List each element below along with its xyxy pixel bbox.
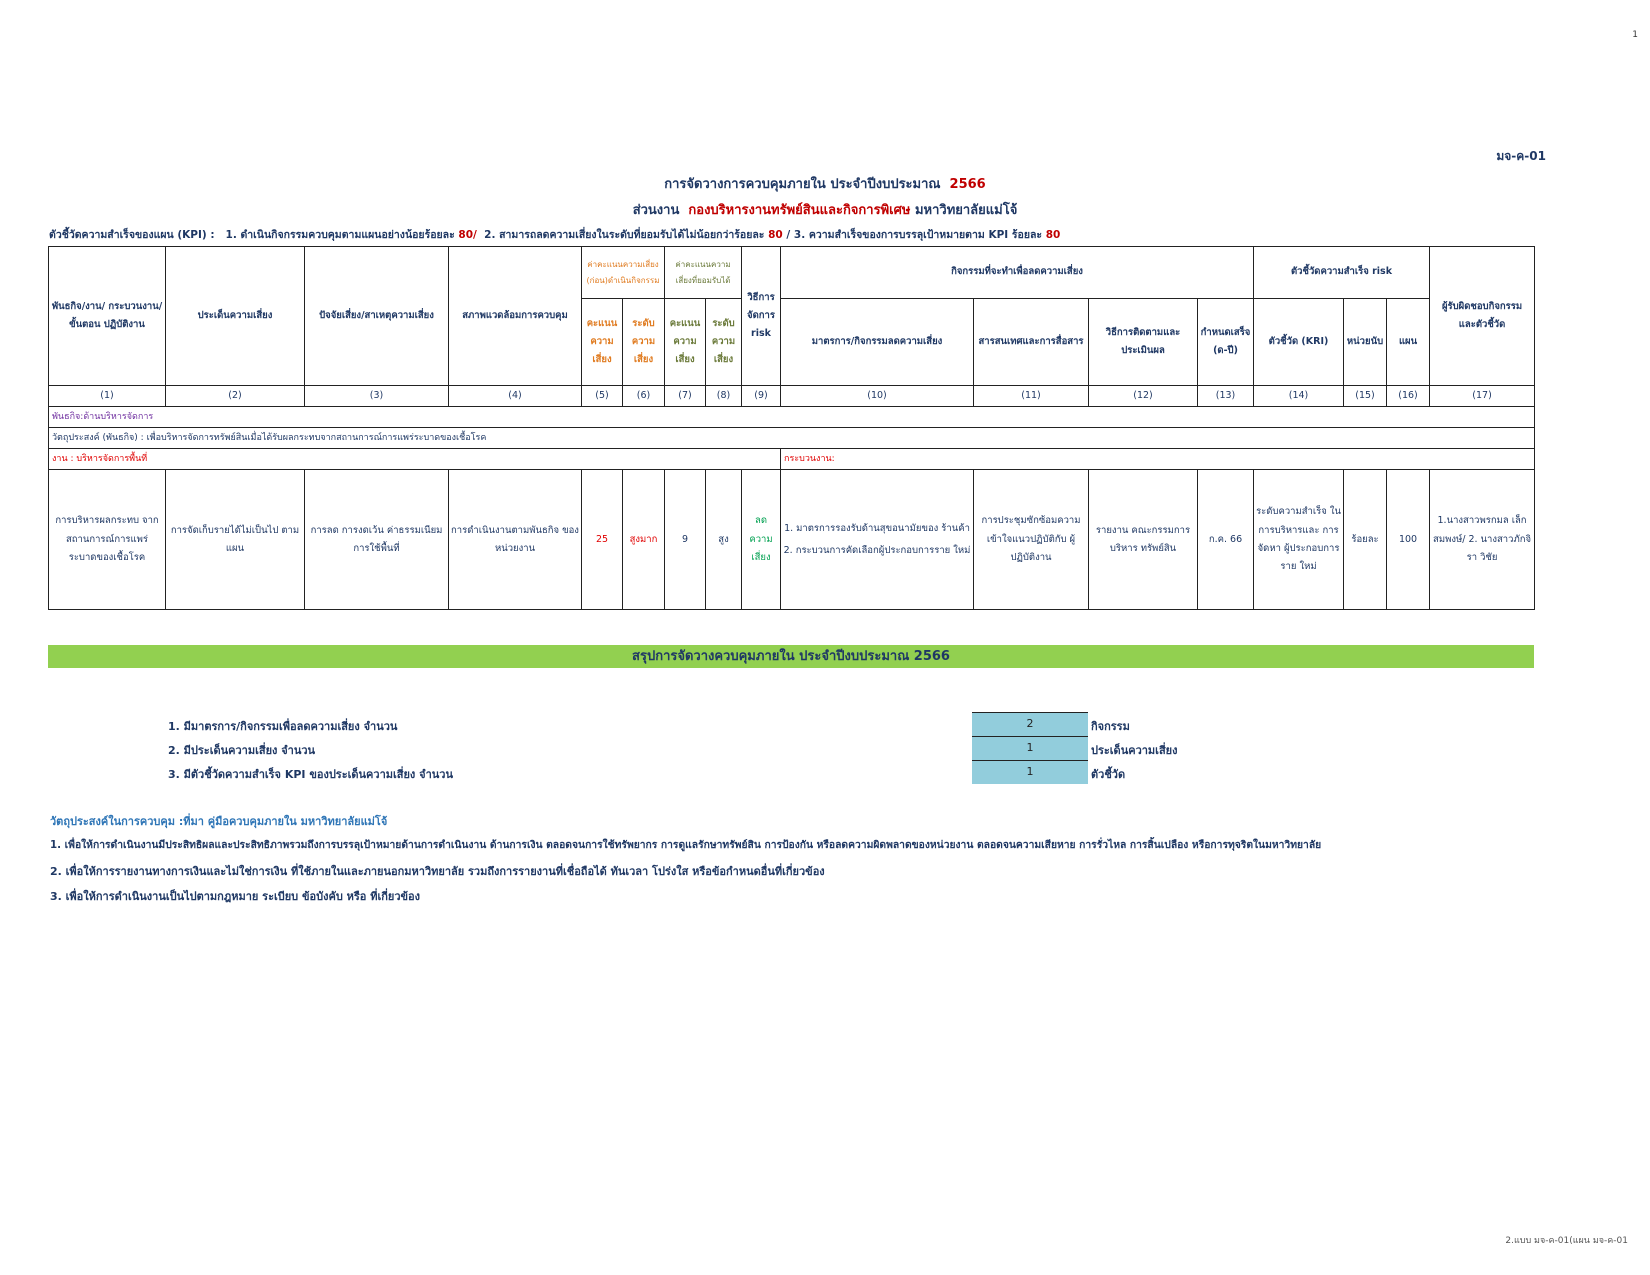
title-text: การจัดวางการควบคุมภายใน ประจำปีงบประมาณ: [664, 177, 941, 192]
kpi-separator: /: [786, 229, 791, 241]
header-group-before: ค่าคะแนนความเสี่ยง (ก่อน)ดำเนินกิจกรรม: [582, 247, 665, 299]
title-year: 2566: [949, 177, 986, 192]
cell-level-before: สูงมาก: [623, 470, 665, 610]
objective-label: วัตถุประสงค์ (พันธกิจ) : เพื่อบริหารจัดการทรัพย์สินเมื่อได้รับผลกระทบจากสถานการณ์การแพร่ระบาดของเชื้อโรค: [49, 428, 1535, 449]
col-num: (17): [1430, 386, 1535, 407]
page-title: [0, 173, 1650, 194]
header-information: สารสนเทศและการสื่อสาร: [974, 299, 1089, 386]
kpi-line: [49, 226, 1060, 243]
work-row: [49, 449, 1535, 470]
col-num: (13): [1198, 386, 1254, 407]
kpi-item-3: 3. ความสำเร็จของการบรรลุเป้าหมายตาม KPI ร้อยละ: [793, 229, 1043, 241]
cell-score-accept: 9: [665, 470, 706, 610]
col-num: (14): [1254, 386, 1344, 407]
unit-label: ส่วนงาน: [632, 203, 680, 218]
cell-measures: [781, 470, 974, 610]
summary-item-1-unit: กิจกรรม: [1091, 720, 1130, 733]
control-plan-table: [48, 246, 1535, 610]
header-score-accept: คะแนน ความ เสี่ยง: [665, 299, 706, 386]
summary-item-1-value: 2: [972, 712, 1088, 736]
header-due-date: กำหนดเสร็จ (ด-ปี): [1198, 299, 1254, 386]
cell-control-env: การดำเนินงานตามพันธกิจ ของหน่วยงาน: [449, 470, 582, 610]
summary-title-bar: สรุปการจัดวางควบคุมภายใน ประจำปีงบประมาณ 2566: [48, 645, 1534, 668]
header-control-env: สภาพแวดล้อมการควบคุม: [449, 247, 582, 386]
objective-row: [49, 428, 1535, 449]
unit-name: กองบริหารงานทรัพย์สินและกิจการพิเศษ: [688, 203, 911, 218]
university-name: มหาวิทยาลัยแม่โจ้: [914, 203, 1018, 218]
summary-item-3-unit: ตัวชี้วัด: [1091, 768, 1126, 781]
kpi-item-2: 2. สามารถลดความเสี่ยงในระดับที่ยอมรับได้ไม่น้อยกว่าร้อยละ: [484, 229, 765, 241]
kpi-item-2-value: 80: [768, 229, 783, 241]
objectives-title: วัตถุประสงค์ในการควบคุม :ที่มา คู่มือควบคุมภายใน มหาวิทยาลัยแม่โจ้: [50, 815, 388, 828]
header-kri: ตัวชี้วัด (KRI): [1254, 299, 1344, 386]
header-responsible: ผู้รับผิดชอบกิจกรรม และตัวชี้วัด: [1430, 247, 1535, 386]
kpi-item-3-value: 80: [1045, 229, 1061, 241]
mission-row: [49, 407, 1535, 428]
kpi-item-1: 1. ดำเนินกิจกรรมควบคุมตามแผนอย่างน้อยร้อยละ: [225, 229, 455, 241]
col-num: (10): [781, 386, 974, 407]
header-group-activity: กิจกรรมที่จะทำเพื่อลดความเสี่ยง: [781, 247, 1254, 299]
header-measures: มาตรการ/กิจกรรมลดความเสี่ยง: [781, 299, 974, 386]
col-num: (15): [1344, 386, 1387, 407]
summary-item-3-value: 1: [972, 760, 1088, 784]
footer-sheet-name: 2.แบบ มจ-ค-01(แผน มจ-ค-01: [1505, 1236, 1628, 1246]
cell-score-before: 25: [582, 470, 623, 610]
cell-plan: 100: [1387, 470, 1430, 610]
cell-responsible: 1.นางสาวพรกมล เล็กสมพงษ์/ 2. นางสาวภักจิรา วิชัย: [1430, 470, 1535, 610]
page-subtitle: [0, 199, 1650, 220]
header-risk-factor: ปัจจัยเสี่ยง/สาเหตุความเสี่ยง: [305, 247, 449, 386]
header-risk-issue: ประเด็นความเสี่ยง: [166, 247, 305, 386]
header-plan: แผน: [1387, 299, 1430, 386]
col-num: (1): [49, 386, 166, 407]
header-risk-method: วิธีการ จัดการ risk: [742, 247, 781, 386]
col-num: (16): [1387, 386, 1430, 407]
header-row-1: [49, 247, 1535, 299]
column-number-row: [49, 386, 1535, 407]
col-num: (5): [582, 386, 623, 407]
cell-due-date: ก.ค. 66: [1198, 470, 1254, 610]
col-num: (11): [974, 386, 1089, 407]
header-mission: พันธกิจ/งาน/ กระบวนงาน/ขั้นตอน ปฏิบัติงาน: [49, 247, 166, 386]
col-num: (12): [1089, 386, 1198, 407]
summary-item-2-label: 2. มีประเด็นความเสี่ยง จำนวน: [168, 744, 316, 757]
cell-risk-issue: การจัดเก็บรายได้ไม่เป็นไป ตามแผน: [166, 470, 305, 610]
col-num: (9): [742, 386, 781, 407]
objective-item-3: 3. เพื่อให้การดำเนินงานเป็นไปตามกฎหมาย ระเบียบ ข้อบังคับ หรือ ที่เกี่ยวข้อง: [50, 890, 421, 903]
cell-level-accept: สูง: [706, 470, 742, 610]
cell-monitoring: รายงาน คณะกรรมการบริหาร ทรัพย์สิน: [1089, 470, 1198, 610]
objective-item-1: 1. เพื่อให้การดำเนินงานมีประสิทธิผลและประสิทธิภาพรวมถึงการบรรลุเป้าหมายด้านการดำเนินงาน ด้านการเงิน ตลอดจนการใช้ทรัพยากร การดูแลรักษาทรัพย์สิน การป้องกัน หรือลดความผิดพลาดของหน่วยงาน ตลอดจนความเสียหาย การรั่วไหล การสิ้นเปลือง หรือการทุจริตในมหาวิทยาลัย: [50, 839, 1322, 851]
header-level-accept: ระดับ ความ เสี่ยง: [706, 299, 742, 386]
form-code: มจ-ค-01: [1496, 149, 1546, 163]
measure-item-1: 1. มาตรการรองรับด้านสุขอนามัยของ ร้านค้า: [784, 522, 970, 534]
summary-item-2-value: 1: [972, 736, 1088, 760]
col-num: (2): [166, 386, 305, 407]
col-num: (3): [305, 386, 449, 407]
objective-item-2: 2. เพื่อให้การรายงานทางการเงินและไม่ใช่การเงิน ที่ใช้ภายในและภายนอกมหาวิทยาลัย รวมถึงการรายงานที่เชื่อถือได้ ทันเวลา โปร่งใส หรือข้อกำหนดอื่นที่เกี่ยวข้อง: [50, 865, 825, 878]
kpi-label: ตัวชี้วัดความสำเร็จของแผน (KPI) :: [49, 229, 215, 241]
header-level-before: ระดับ ความ เสี่ยง: [623, 299, 665, 386]
cell-unit: ร้อยละ: [1344, 470, 1387, 610]
header-group-success: ตัวชี้วัดความสำเร็จ risk: [1254, 247, 1430, 299]
cell-risk-method: ลด ความ เสี่ยง: [742, 470, 781, 610]
kpi-item-1-value: 80/: [458, 229, 477, 241]
summary-item-3-label: 3. มีตัวชี้วัดความสำเร็จ KPI ของประเด็นความเสี่ยง จำนวน: [168, 768, 453, 781]
process-label: กระบวนงาน:: [781, 449, 1535, 470]
summary-item-2-unit: ประเด็นความเสี่ยง: [1091, 744, 1178, 757]
mission-label: พันธกิจ:ด้านบริหารจัดการ: [49, 407, 1535, 428]
table-row: [49, 470, 1535, 610]
col-num: (7): [665, 386, 706, 407]
col-num: (6): [623, 386, 665, 407]
cell-mission: การบริหารผลกระทบ จากสถานการณ์การแพร่ ระบาดของเชื้อโรค: [49, 470, 166, 610]
cell-risk-factor: การลด การงดเว้น ค่าธรรมเนียมการใช้พื้นที่: [305, 470, 449, 610]
work-label: งาน : บริหารจัดการพื้นที่: [49, 449, 781, 470]
header-group-acceptable: ค่าคะแนนความ เสี่ยงที่ยอมรับได้: [665, 247, 742, 299]
header-monitoring: วิธีการติดตามและ ประเมินผล: [1089, 299, 1198, 386]
cell-kri: ระดับความสำเร็จ ในการบริหารและ การจัดหา ผู้ประกอบการราย ใหม่: [1254, 470, 1344, 610]
header-unit: หน่วยนับ: [1344, 299, 1387, 386]
measure-item-2: 2. กระบวนการคัดเลือกผู้ประกอบการราย ใหม่: [783, 544, 971, 556]
col-num: (8): [706, 386, 742, 407]
header-score-before: คะแนน ความ เสี่ยง: [582, 299, 623, 386]
summary-item-1-label: 1. มีมาตรการ/กิจกรรมเพื่อลดความเสี่ยง จำนวน: [168, 720, 398, 733]
cell-information: การประชุมซักซ้อมความ เข้าใจแนวปฏิบัติกับ ผู้ปฏิบัติงาน: [974, 470, 1089, 610]
col-num: (4): [449, 386, 582, 407]
page-number: 1: [1632, 30, 1638, 40]
